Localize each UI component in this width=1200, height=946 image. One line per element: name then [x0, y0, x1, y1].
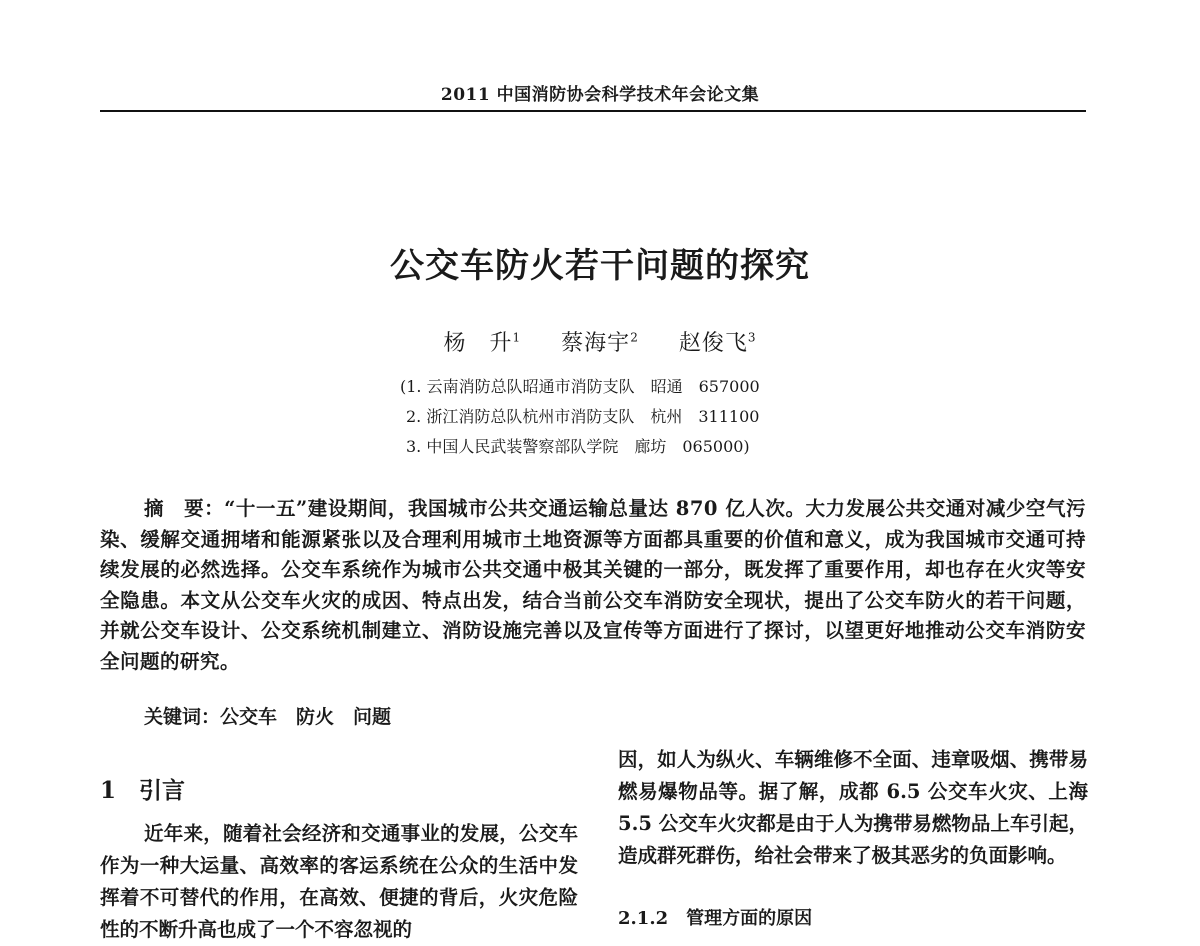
- left-column-paragraph: 近年来，随着社会经济和交通事业的发展，公交车作为一种大运量、高效率的客运系统在公众的生活中发挥着不可替代的作用，在高效、便捷的背后，火灾危险性的不断升高也成了一个不容忽视的: [100, 822, 578, 941]
- author-3: [679, 331, 757, 356]
- paper-title: 公交车防火若干问题的探究: [390, 246, 810, 286]
- affiliation-2: 2. 浙江消防总队杭州市消防支队 杭州 311100: [406, 407, 760, 426]
- abstract: [100, 494, 1086, 677]
- abstract-text: “十一五”建设期间，我国城市公共交通运输总量达 870 亿人次。大力发展公共交通对减少空气污染、缓解交通拥堵和能源紧张以及合理利用城市土地资源等方面都具重要的价值和意义，成为我国城市交通可持续发展的必然选择。公交车系统作为城市公共交通中极其关键的一部分，既发挥了重要作用，却也存在火灾等安全隐患。本文从公交车火灾的成因、特点出发，结合当前公交车消防安全现状，提出了公交车防火的若干问题，并就公交车设计、公交系统机制建立、消防设施完善以及宣传等方面进行了探讨，以望更好地推动公交车消防安全问题的研究。: [100, 497, 1086, 673]
- author-list: [0, 326, 1200, 357]
- keywords-text: 公交车 防火 问题: [220, 706, 392, 728]
- affiliation-1: (1. 云南消防总队昭通市消防支队 昭通 657000: [400, 377, 760, 396]
- right-column-paragraph: 因，如人为纵火、车辆维修不全面、违章吸烟、携带易燃易爆物品等。据了解，成都 6.5 公交车火灾、上海 5.5 公交车火灾都是由于人为携带易燃物品上车引起，造成群死群伤，给社会带来了极其恶劣的负面影响。: [618, 748, 1088, 867]
- section-heading: 1 引言: [100, 777, 186, 804]
- author-affiliation-mark: 2: [630, 330, 639, 345]
- running-header: 2011 中国消防协会科学技术年会论文集: [440, 85, 760, 105]
- author-1: [444, 331, 522, 356]
- abstract-label: 摘 要：: [144, 497, 225, 520]
- author-affiliation-mark: 3: [747, 330, 757, 345]
- author-name: 蔡海宇: [561, 331, 631, 356]
- affiliation-3: 3. 中国人民武装警察部队学院 廊坊 065000): [406, 437, 750, 456]
- author-affiliation-mark: 1: [512, 330, 522, 345]
- subsection-heading: 2.1.2 管理方面的原因: [618, 908, 813, 929]
- keywords: [144, 702, 391, 729]
- author-name: 杨 升: [443, 331, 513, 356]
- author-name: 赵俊飞: [678, 331, 748, 356]
- header-rule: [100, 110, 1086, 112]
- keywords-label: 关键词：: [144, 706, 221, 728]
- author-2: [561, 331, 639, 356]
